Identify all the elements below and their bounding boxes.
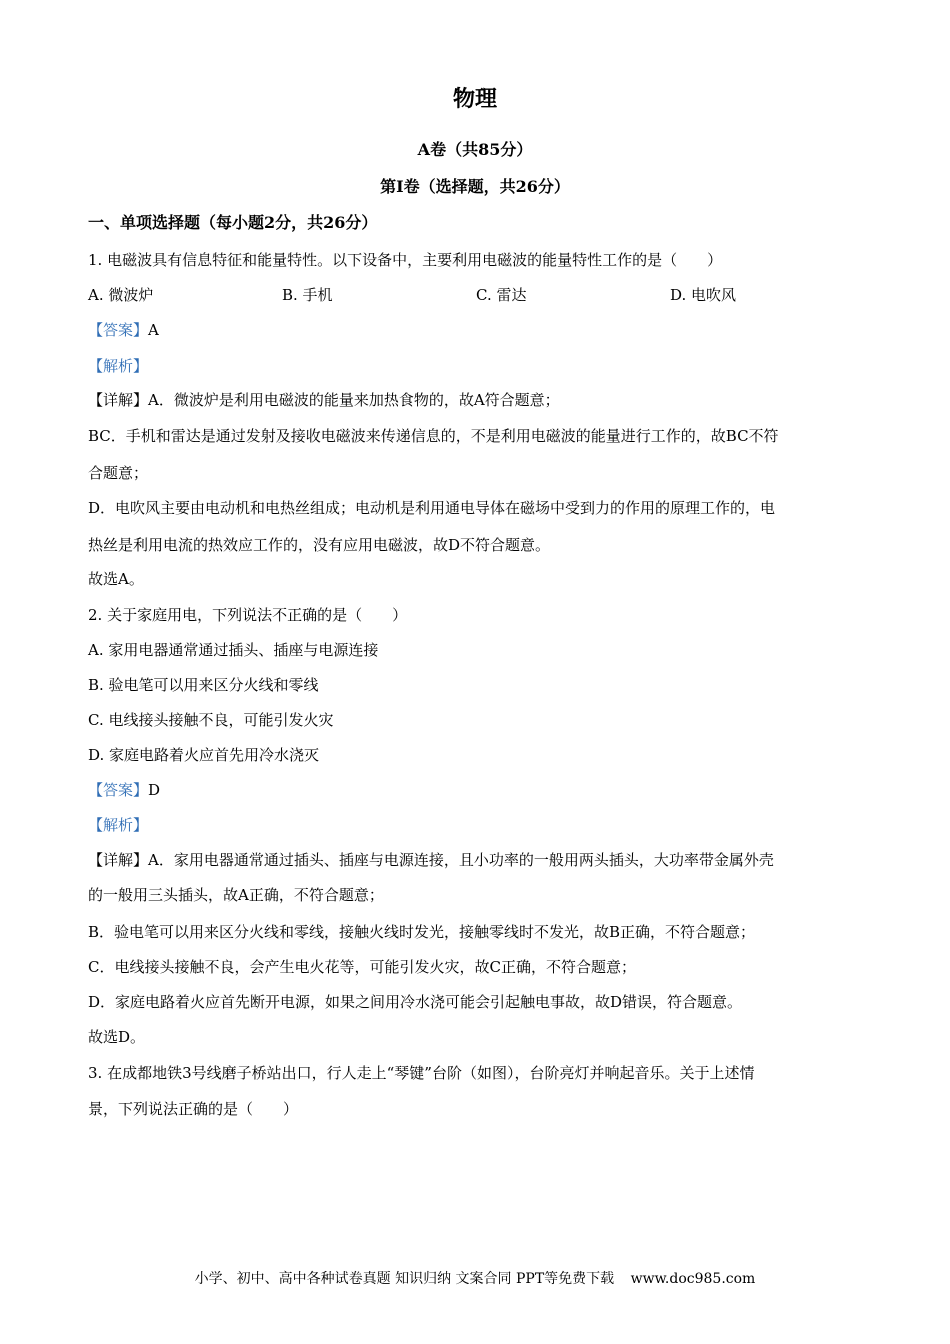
q2-detail-4: C．电线接头接触不良，会产生电火花等，可能引发火灾，故C正确，不符合题意；: [88, 958, 636, 976]
answer-tag: 【答案】: [88, 321, 149, 339]
q1-analysis-tag: [88, 356, 148, 376]
part-one-heading: 第I卷（选择题，共26分）: [380, 177, 570, 196]
q1-detail-1-text: A．微波炉是利用电磁波的能量来加热食物的，故A符合题意；: [148, 391, 560, 409]
q1-option-d: D. 电吹风: [670, 286, 737, 304]
q1-detail-3: 合题意；: [88, 464, 149, 482]
detail-tag: 【详解】: [88, 391, 149, 409]
q1-option-b: B. 手机: [282, 286, 333, 304]
volume-a-heading: A卷（共85分）: [417, 140, 533, 159]
q1-detail-5: 热丝是利用电流的热效应工作的，没有应用电磁波，故D不符合题意。: [88, 536, 551, 554]
q2-analysis-tag: [88, 815, 148, 835]
q2-conclusion: 故选D。: [88, 1028, 146, 1046]
q3-stem-1: 3. 在成都地铁3号线磨子桥站出口，行人走上“琴键”台阶（如图），台阶亮灯并响起音乐。关于上述情: [88, 1064, 755, 1082]
q2-option-c: C. 电线接头接触不良，可能引发火灾: [88, 711, 334, 729]
q2-detail-1-text: A．家用电器通常通过插头、插座与电源连接，且小功率的一般用两头插头，大功率带金属外壳: [148, 851, 774, 869]
q2-answer: [88, 780, 160, 800]
page-footer: [0, 1269, 950, 1289]
q1-conclusion: 故选A。: [88, 570, 144, 588]
q2-option-d: D. 家庭电路着火应首先用冷水浇灭: [88, 746, 320, 764]
q2-detail-2: 的一般用三头插头，故A正确，不符合题意；: [88, 886, 384, 904]
q2-answer-value: D: [148, 781, 161, 799]
footer-url[interactable]: www.doc985.com: [630, 1271, 756, 1287]
section-heading: 一、单项选择题（每小题2分，共26分）: [88, 213, 378, 232]
q1-option-a: A. 微波炉: [88, 286, 154, 304]
analysis-tag: 【解析】: [88, 816, 149, 834]
q1-answer: [88, 320, 159, 340]
q2-detail-1: [88, 850, 774, 870]
q1-answer-value: A: [148, 321, 159, 339]
q2-detail-5: D．家庭电路着火应首先断开电源，如果之间用冷水浇可能会引起触电事故，故D错误，符合题意。: [88, 993, 743, 1011]
detail-tag: 【详解】: [88, 851, 149, 869]
answer-tag: 【答案】: [88, 781, 149, 799]
q1-stem: 1. 电磁波具有信息特征和能量特性。以下设备中，主要利用电磁波的能量特性工作的是（ ）: [88, 251, 723, 269]
q2-stem: 2. 关于家庭用电，下列说法不正确的是（ ）: [88, 606, 408, 624]
q2-detail-3: B．验电笔可以用来区分火线和零线，接触火线时发光，接触零线时不发光，故B正确，不符合题意；: [88, 923, 756, 941]
analysis-tag: 【解析】: [88, 357, 149, 375]
q1-option-c: C. 雷达: [476, 286, 527, 304]
q1-detail-2: BC．手机和雷达是通过发射及接收电磁波来传递信息的，不是利用电磁波的能量进行工作的，故BC不符: [88, 427, 779, 445]
q3-stem-2: 景，下列说法正确的是（ ）: [88, 1100, 299, 1118]
q2-option-b: B. 验电笔可以用来区分火线和零线: [88, 676, 319, 694]
q2-option-a: A. 家用电器通常通过插头、插座与电源连接: [88, 641, 379, 659]
q1-detail-4: D．电吹风主要由电动机和电热丝组成；电动机是利用通电导体在磁场中受到力的作用的原理工作的，电: [88, 499, 776, 517]
q1-detail-1: [88, 390, 560, 410]
footer-text: 小学、初中、高中各种试卷真题 知识归纳 文案合同 PPT等免费下载: [194, 1271, 615, 1287]
page-title: 物理: [452, 86, 497, 112]
